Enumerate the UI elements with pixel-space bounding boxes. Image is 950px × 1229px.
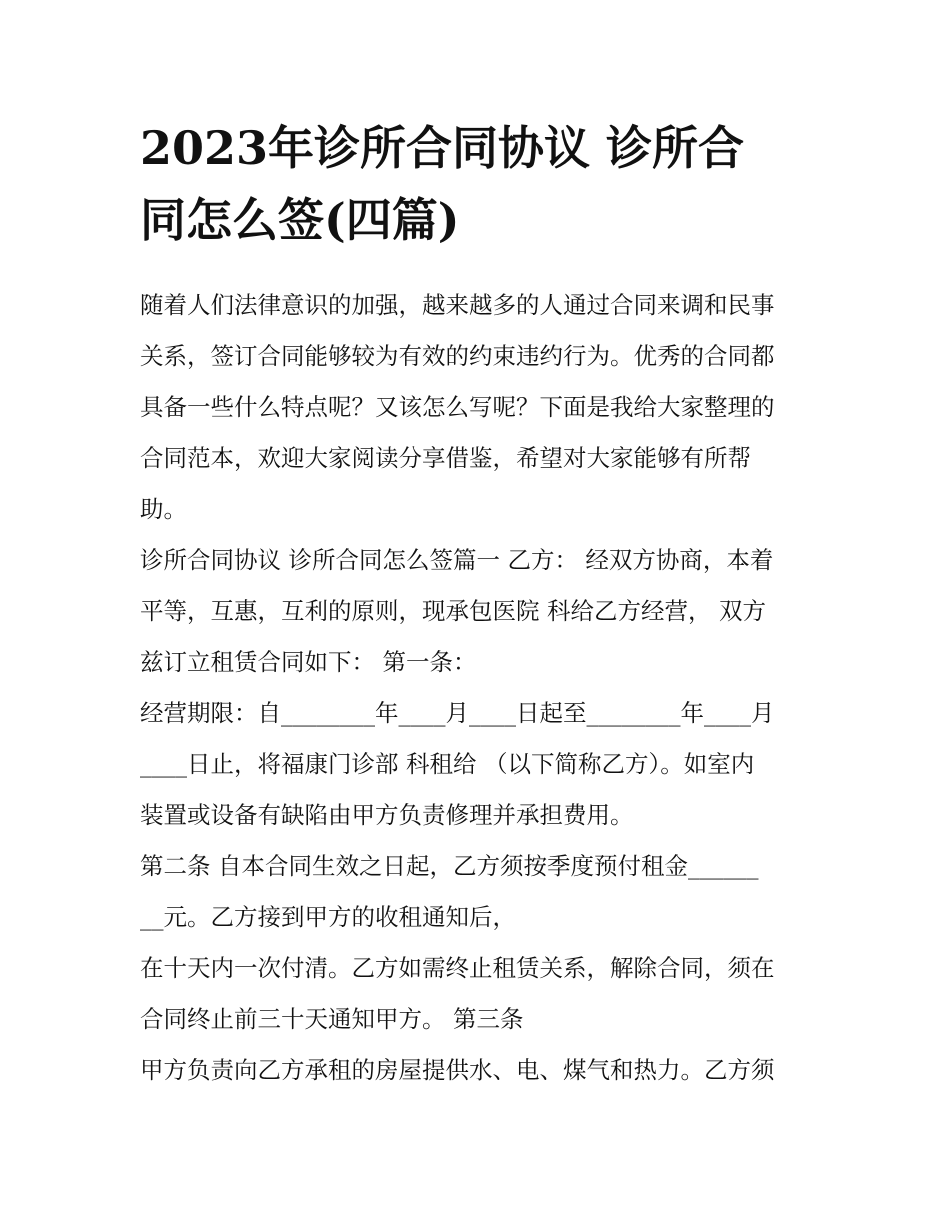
text-line: 甲方负责向乙方承租的房屋提供水、电、煤气和热力。乙方须 (140, 1056, 775, 1084)
text-line: 经营期限：自________年____月____日起至________年____月 (140, 699, 775, 727)
text-line: ____日止，将福康门诊部 科租给 （以下简称乙方）。如室内 (140, 750, 755, 778)
text-line: 装置或设备有缺陷由甲方负责修理并承担费用。 (140, 801, 634, 829)
document-title (140, 112, 820, 256)
text-line: 在十天内一次付清。乙方如需终止租赁关系，解除合同，须在 (140, 954, 775, 982)
text-line: 平等，互惠，互利的原则，现承包医院 科给乙方经营， 双方 (140, 597, 766, 625)
title-line: 同怎么签(四篇) (140, 193, 460, 247)
text-line: 第二条 自本合同生效之日起，乙方须按季度预付租金______ (140, 852, 759, 880)
payment-paragraph (140, 943, 820, 1045)
intro-paragraph (140, 280, 820, 535)
text-line: 合同终止前三十天通知甲方。 第三条 (140, 1005, 524, 1033)
article-one-paragraph (140, 535, 820, 688)
document-body (140, 280, 820, 1096)
text-line: 关系，签订合同能够较为有效的约束违约行为。优秀的合同都 (140, 342, 775, 370)
text-line: 兹订立租赁合同如下： 第一条： (140, 648, 477, 676)
text-line: 具备一些什么特点呢？又该怎么写呢？下面是我给大家整理的 (140, 393, 775, 421)
text-line: 诊所合同协议 诊所合同怎么签篇一 乙方： 经双方协商，本着 (140, 546, 774, 574)
text-line: 合同范本，欢迎大家阅读分享借鉴，希望对大家能够有所帮 (140, 444, 751, 472)
article-three-paragraph (140, 1045, 820, 1096)
article-two-paragraph (140, 841, 820, 943)
title-line: 2023年诊所合同协议 诊所合 (140, 121, 745, 175)
text-line: 随着人们法律意识的加强，越来越多的人通过合同来调和民事 (140, 291, 775, 319)
text-line: 助。 (140, 495, 187, 523)
term-paragraph (140, 688, 820, 841)
text-line: __元。乙方接到甲方的收租通知后， (140, 903, 516, 931)
